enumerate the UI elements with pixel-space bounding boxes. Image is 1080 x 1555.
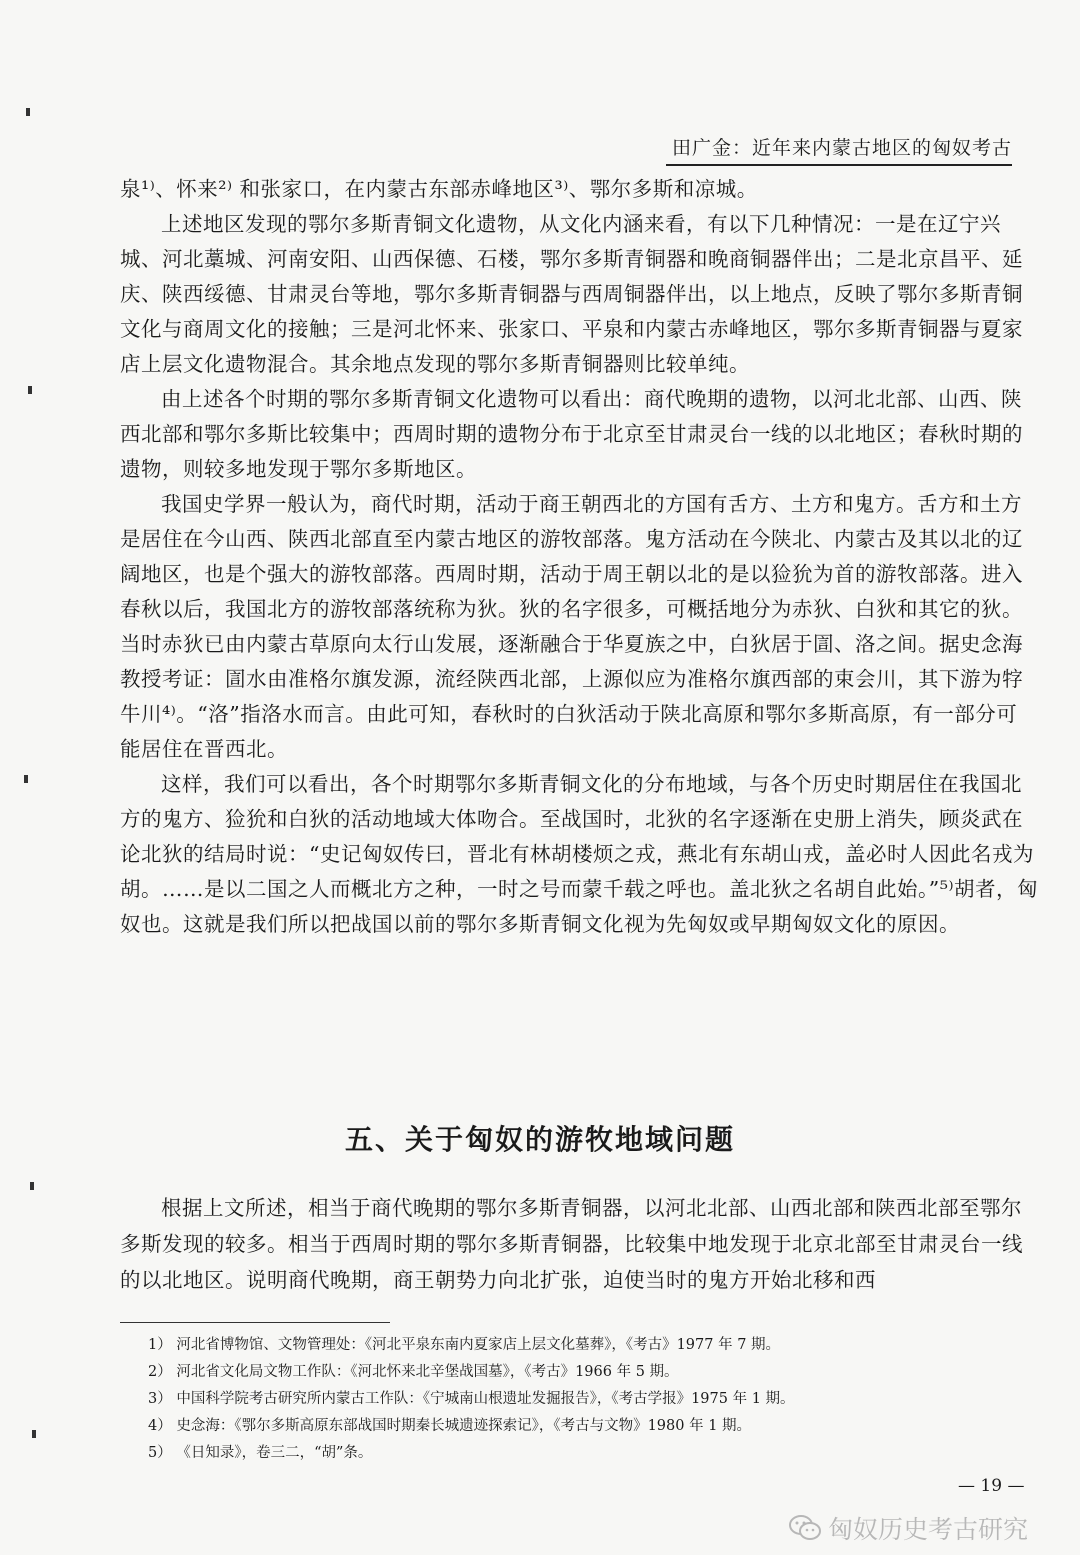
watermark-text: 匈奴历史考古研究 bbox=[828, 1515, 1029, 1544]
body-text bbox=[120, 172, 1038, 942]
page-number: — 19 — bbox=[958, 1476, 1025, 1496]
section-heading: 五、关于匈奴的游牧地域问题 bbox=[344, 1123, 735, 1156]
margin-mark bbox=[32, 1430, 36, 1438]
paragraph: 根据上文所述，相当于商代晚期的鄂尔多斯青铜器，以河北北部、山西北部和陕西北部至鄂尔多斯发现的较多。相当于西周时期的鄂尔多斯青铜器，比较集中地发现于北京北部至甘肃灵台一线的以北地区。说明商代晚期，商王朝势力向北扩张，迫使当时的鬼方开始北移和西 bbox=[120, 1196, 1023, 1292]
paragraph: 泉¹⁾、怀来²⁾ 和张家口，在内蒙古东部赤峰地区³⁾、鄂尔多斯和凉城。 bbox=[120, 177, 758, 201]
wechat-icon bbox=[788, 1514, 822, 1542]
margin-mark bbox=[28, 386, 32, 394]
footnotes bbox=[148, 1332, 1028, 1467]
paragraph: 这样，我们可以看出，各个时期鄂尔多斯青铜文化的分布地域，与各个历史时期居住在我国北方的鬼方、猃狁和白狄的活动地域大体吻合。至战国时，北狄的名字逐渐在史册上消失，顾炎武在论北狄的结局时说：“史记匈奴传曰，晋北有林胡楼烦之戎，燕北有东胡山戎，盖必时人因此名戎为胡。……是以二国之人而概北方之种，一时之号而蒙千载之呼也。盖北狄之名胡自此始。”⁵⁾胡者，匈奴也。这就是我们所以把战国以前的鄂尔多斯青铜文化视为先匈奴或早期匈奴文化的原因。 bbox=[120, 772, 1038, 936]
running-header: 田广金：近年来内蒙古地区的匈奴考古 bbox=[666, 136, 1012, 166]
margin-mark bbox=[26, 108, 30, 116]
paragraph: 上述地区发现的鄂尔多斯青铜文化遗物，从文化内涵来看，有以下几种情况：一是在辽宁兴城、河北藁城、河南安阳、山西保德、石楼，鄂尔多斯青铜器和晚商铜器伴出；二是北京昌平、延庆、陕西绥德、甘肃灵台等地，鄂尔多斯青铜器与西周铜器伴出，以上地点，反映了鄂尔多斯青铜文化与商周文化的接触；三是河北怀来、张家口、平泉和内蒙古赤峰地区，鄂尔多斯青铜器与夏家店上层文化遗物混合。其余地点发现的鄂尔多斯青铜器则比较单纯。 bbox=[120, 212, 1023, 376]
footnote: 1） 河北省博物馆、文物管理处：《河北平泉东南内夏家店上层文化墓葬》，《考古》1977 年 7 期。 bbox=[148, 1337, 781, 1353]
paragraph: 由上述各个时期的鄂尔多斯青铜文化遗物可以看出：商代晚期的遗物，以河北北部、山西、陕西北部和鄂尔多斯比较集中；西周时期的遗物分布于北京至甘肃灵台一线的以北地区；春秋时期的遗物，则较多地发现于鄂尔多斯地区。 bbox=[120, 387, 1023, 481]
footnote: 5） 《日知录》，卷三二，“胡”条。 bbox=[148, 1445, 373, 1461]
paragraph: 我国史学界一般认为，商代时期，活动于商王朝西北的方国有舌方、土方和鬼方。舌方和土方是居住在今山西、陕西北部直至内蒙古地区的游牧部落。鬼方活动在今陕北、内蒙古及其以北的辽阔地区，也是个强大的游牧部落。西周时期，活动于周王朝以北的是以猃狁为首的游牧部落。进入春秋以后，我国北方的游牧部落统称为狄。狄的名字很多，可概括地分为赤狄、白狄和其它的狄。当时赤狄已由内蒙古草原向太行山发展，逐渐融合于华夏族之中，白狄居于圁、洛之间。据史念海教授考证：圁水由准格尔旗发源，流经陕西北部，上源似应为准格尔旗西部的束会川，其下游为牸牛川⁴⁾。“洛”指洛水而言。由此可知，春秋时的白狄活动于陕北高原和鄂尔多斯高原，有一部分可能居住在晋西北。 bbox=[120, 492, 1023, 761]
watermark bbox=[788, 1510, 1028, 1546]
margin-mark bbox=[30, 1182, 34, 1190]
footnote: 3） 中国科学院考古研究所内蒙古工作队：《宁城南山根遗址发掘报告》，《考古学报》1975 年 1 期。 bbox=[148, 1391, 795, 1407]
footnote: 2） 河北省文化局文物工作队：《河北怀来北辛堡战国墓》，《考古》1966 年 5 期。 bbox=[148, 1364, 679, 1380]
margin-mark bbox=[24, 775, 28, 783]
footnote: 4） 史念海：《鄂尔多斯高原东部战国时期秦长城遗迹探索记》，《考古与文物》1980 年 1 期。 bbox=[148, 1418, 752, 1434]
footnote-divider bbox=[120, 1322, 390, 1323]
section-body bbox=[120, 1190, 1038, 1298]
